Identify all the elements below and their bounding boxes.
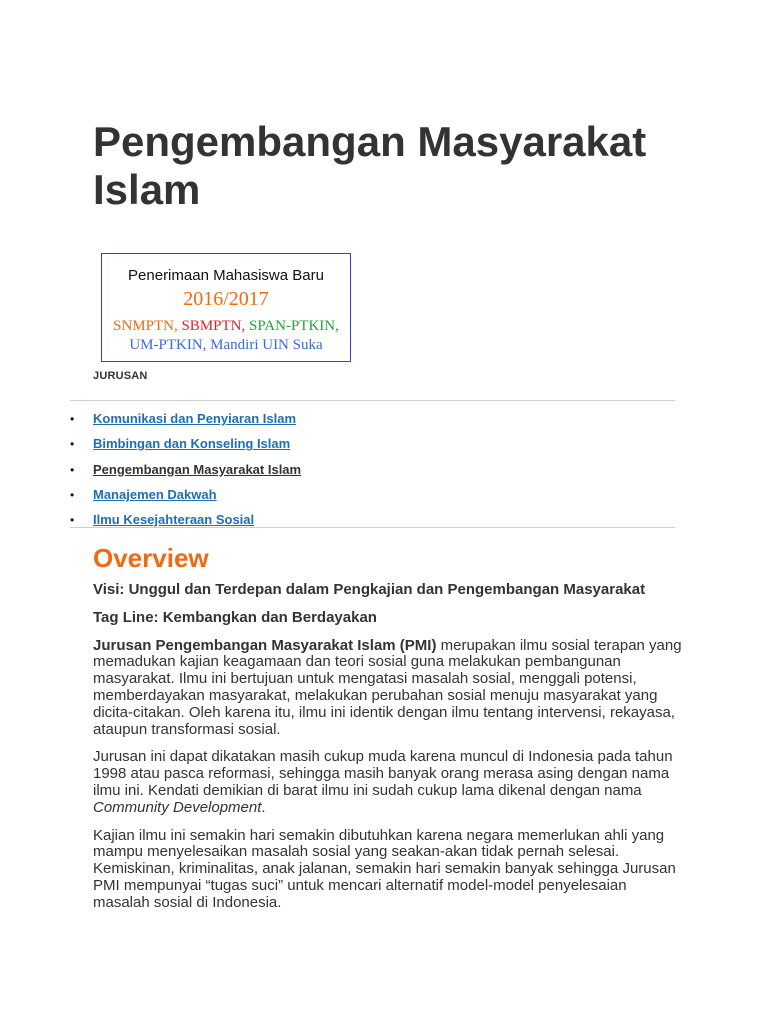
overview-content <box>93 582 683 923</box>
bullet-icon: • <box>70 437 75 452</box>
paragraph-intro-text: merupakan ilmu sosial terapan yang memadukan kajian keagamaan dan teori sosial guna melakukan pembangunan masyarakat. Ilmu ini bertujuan untuk mengatasi masalah sosial, menggali potensi, memberdayakan masyarakat, melakukan perubahan sosial menuju masyarakat yang dicita-citakan. Oleh karena itu, ilmu ini identik dengan ilmu tentang intervensi, rekayasa, ataupun transformasi sosial. <box>93 636 682 738</box>
bullet-icon: • <box>70 462 75 477</box>
bullet-icon: • <box>70 412 75 426</box>
banner-paths-line2: UM-PTKIN, Mandiri UIN Suka <box>129 337 323 353</box>
divider-bottom <box>70 527 675 528</box>
list-item <box>70 435 675 460</box>
banner-path-snmptn: SNMPTN, <box>113 318 178 334</box>
paragraph-intro <box>93 638 683 739</box>
banner-path-sbmptn: SBMPTN, <box>181 318 246 334</box>
overview-heading: Overview <box>93 543 209 573</box>
admission-banner-image[interactable] <box>101 253 351 362</box>
paragraph-relevance: Kajian ilmu ini semakin hari semakin dibutuhkan karena negara memerlukan ahli yang mampu menyelesaikan masalah sosial yang seakan-akan tidak pernah selesai. Kemiskinan, kriminalitas, anak jalanan, semakin hari semakin banyak sehingga Jurusan PMI mempunyai “tugas suci” untuk mencari alternatif model-model penyelesaian masalah sosial di Indonesia. <box>93 826 676 911</box>
paragraph-history-end: . <box>261 798 266 816</box>
list-item <box>70 511 675 536</box>
paragraph-history-text: Jurusan ini dapat dikatakan masih cukup muda karena muncul di Indonesia pada tahun 1998 atau pasca reformasi, sehingga masih banyak orang merasa asing dengan nama ilmu ini. Kendati demikian di barat ilmu ini sudah cukup lama dikenal dengan nama <box>93 748 673 799</box>
tagline-line: Tag Line: Kembangkan dan Berdayakan <box>93 608 377 626</box>
list-item <box>70 410 675 435</box>
nav-link-pengembangan-current[interactable]: Pengembangan Masyarakat Islam <box>93 461 302 477</box>
banner-paths <box>102 318 350 335</box>
nav-link-manajemen-dakwah[interactable]: Manajemen Dakwah <box>93 486 217 502</box>
bullet-icon: • <box>70 513 75 528</box>
paragraph-history <box>93 749 683 816</box>
bullet-icon: • <box>70 487 75 502</box>
department-nav-list <box>70 410 675 536</box>
banner-path-span-ptkin: SPAN-PTKIN, <box>249 318 339 334</box>
divider-top <box>70 400 675 401</box>
paragraph-intro-bold: Jurusan Pengembangan Masyarakat Islam (PMI) <box>93 636 437 654</box>
nav-link-kesejahteraan-sosial[interactable]: Ilmu Kesejahteraan Sosial <box>93 512 255 528</box>
list-item <box>70 486 675 511</box>
page-title: Pengembangan Masyarakat Islam <box>93 118 647 213</box>
banner-heading: Penerimaan Mahasiswa Baru <box>128 267 324 284</box>
nav-link-bimbingan[interactable]: Bimbingan dan Konseling Islam <box>93 436 291 452</box>
nav-link-komunikasi[interactable]: Komunikasi dan Penyiaran Islam <box>93 411 297 426</box>
list-item <box>70 461 675 486</box>
section-label-jurusan: JURUSAN <box>93 370 148 382</box>
visi-line: Visi: Unggul dan Terdepan dalam Pengkajian dan Pengembangan Masyarakat <box>93 581 646 598</box>
banner-year: 2016/2017 <box>183 288 269 310</box>
paragraph-history-italic: Community Development <box>93 798 262 816</box>
